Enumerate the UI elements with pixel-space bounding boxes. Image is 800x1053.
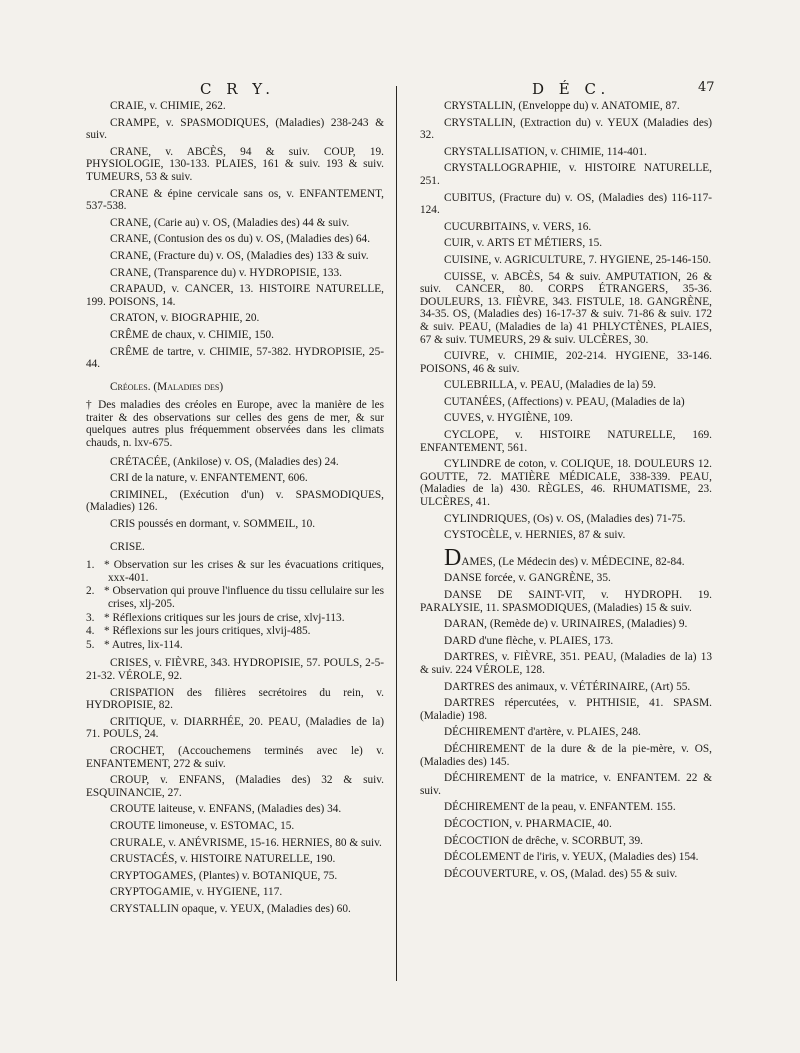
index-entry: CYLINDRE de coton, v. COLIQUE, 18. DOULEURS 12. GOUTTE, 72. MATIÈRE MÉDICALE, 338-339. PEAU, (Maladies de la) 430. RÈGLES, 46. RHUMATISME, 23. ULCÈRES, 41. bbox=[420, 458, 712, 509]
crise-item bbox=[86, 625, 384, 638]
page-number: 47 bbox=[698, 80, 715, 95]
crise-item-number: 4. bbox=[86, 625, 95, 638]
index-entry: CRANE, (Fracture du) v. OS, (Maladies des) 133 & suiv. bbox=[110, 249, 369, 262]
index-entry: DARTRES des animaux, v. VÉTÉRINAIRE, (Art) 55. bbox=[444, 680, 691, 693]
index-entry: CUBITUS, (Fracture du) v. OS, (Maladies des) 116-117-124. bbox=[420, 191, 712, 217]
index-entry: CROCHET, (Accouchemens terminés avec le) v. ENFANTEMENT, 272 & suiv. bbox=[86, 744, 384, 770]
index-entry: CRAMPE, v. SPASMODIQUES, (Maladies) 238-243 & suiv. bbox=[86, 116, 384, 142]
index-entry: CRAPAUD, v. CANCER, 13. HISTOIRE NATURELLE, 199. POISONS, 14. bbox=[86, 283, 384, 308]
index-entry: DÉCHIREMENT d'artère, v. PLAIES, 248. bbox=[444, 726, 641, 739]
crise-item-number: 3. bbox=[86, 611, 95, 624]
index-entry: CRÊME de tartre, v. CHIMIE, 57-382. HYDROPISIE, 25-44. bbox=[86, 345, 384, 371]
left-column bbox=[86, 100, 384, 919]
left-entries-bottom bbox=[86, 657, 384, 915]
index-entry: DARD d'une flèche, v. PLAIES, 173. bbox=[444, 634, 614, 647]
index-entry: CRYSTALLOGRAPHIE, v. HISTOIRE NATURELLE, 251. bbox=[420, 162, 712, 187]
index-entry: CYSTOCÈLE, v. HERNIES, 87 & suiv. bbox=[444, 529, 626, 542]
index-entry: CRANE & épine cervicale sans os, v. ENFANTEMENT, 537-538. bbox=[86, 187, 384, 213]
index-entry: CRANE, (Carie au) v. OS, (Maladies des) 44 & suiv. bbox=[110, 216, 350, 229]
index-entry: CUIVRE, v. CHIMIE, 202-214. HYGIENE, 33-146. POISONS, 46 & suiv. bbox=[420, 350, 712, 375]
crise-list bbox=[86, 559, 384, 651]
index-entry: CROUP, v. ENFANS, (Maladies des) 32 & suiv. ESQUINANCIE, 27. bbox=[86, 774, 384, 799]
right-column bbox=[420, 100, 712, 884]
index-entry: CRAIE, v. CHIMIE, 262. bbox=[110, 100, 226, 112]
index-entry: DARAN, (Remède de) v. URINAIRES, (Maladies) 9. bbox=[444, 618, 688, 631]
crise-item-text: * Réflexions sur les jours critiques, xlvij-485. bbox=[104, 625, 311, 638]
left-entries-mid bbox=[86, 456, 384, 531]
dames-text: AMES, (Le Médecin des) v. MÉDECINE, 82-84. bbox=[461, 555, 685, 568]
crise-item bbox=[86, 612, 384, 625]
dames-entry bbox=[420, 544, 712, 571]
index-entry: DÉCHIREMENT de la peau, v. ENFANTEM. 155. bbox=[444, 801, 676, 814]
crise-item-number: 5. bbox=[86, 638, 95, 651]
column-divider bbox=[396, 86, 397, 981]
index-entry: CUISINE, v. AGRICULTURE, 7. HYGIENE, 25-146-150. bbox=[444, 253, 712, 266]
index-entry: CUIR, v. ARTS ET MÉTIERS, 15. bbox=[444, 237, 603, 250]
creoles-note: † Des maladies des créoles en Europe, avec la manière de les traiter & des observations sur celles des gens de mer, & sur quelques autres plus fréquemment observées dans les climats chauds, n. lxv-675. bbox=[86, 399, 384, 450]
left-entries-top bbox=[86, 100, 384, 371]
index-entry: DANSE DE SAINT-VIT, v. HYDROPH. 19. PARALYSIE, 11. SPASMODIQUES, (Maladies) 15 & suiv. bbox=[420, 589, 712, 614]
index-entry: CRUSTACÉS, v. HISTOIRE NATURELLE, 190. bbox=[110, 853, 336, 866]
index-entry: CRANE, v. ABCÈS, 94 & suiv. COUP, 19. PHYSIOLOGIE, 130-133. PLAIES, 161 & suiv. 193 & suiv. TUMEURS, 53 & suiv. bbox=[86, 145, 384, 183]
index-entry: CRURALE, v. ANÉVRISME, 15-16. HERNIES, 80 & suiv. bbox=[110, 836, 382, 849]
crise-item-number: 1. bbox=[86, 559, 95, 572]
crise-item-text: * Observation qui prouve l'influence du tissu cellulaire sur les crises, xlj-205. bbox=[104, 585, 384, 610]
index-entry: CUVES, v. HYGIÈNE, 109. bbox=[444, 412, 573, 425]
index-entry: CYCLOPE, v. HISTOIRE NATURELLE, 169. ENFANTEMENT, 561. bbox=[420, 429, 712, 454]
index-entry: CRIS poussés en dormant, v. SOMMEIL, 10. bbox=[110, 518, 316, 531]
index-entry: DÉCHIREMENT de la matrice, v. ENFANTEM. 22 & suiv. bbox=[420, 772, 712, 797]
index-entry: CRYPTOGAMIE, v. HYGIENE, 117. bbox=[110, 886, 283, 899]
index-entry: DARTRES, v. FIÈVRE, 351. PEAU, (Maladies de la) 13 & suiv. 224 VÉROLE, 128. bbox=[420, 651, 712, 676]
index-entry: CRYSTALLIN opaque, v. YEUX, (Maladies des) 60. bbox=[110, 902, 351, 915]
index-entry: DÉCHIREMENT de la dure & de la pie-mère, v. OS, (Maladies des) 145. bbox=[420, 742, 712, 768]
crise-item-text: * Réflexions critiques sur les jours de crise, xlvj-113. bbox=[104, 611, 345, 624]
index-entry: CROUTE limoneuse, v. ESTOMAC, 15. bbox=[110, 819, 295, 832]
index-entry: DANSE forcée, v. GANGRÈNE, 35. bbox=[444, 572, 611, 585]
right-entries-bottom bbox=[420, 572, 712, 880]
index-entry: CUCURBITAINS, v. VERS, 16. bbox=[444, 220, 592, 233]
crise-item bbox=[86, 559, 384, 584]
index-entry: CULEBRILLA, v. PEAU, (Maladies de la) 59. bbox=[444, 379, 656, 392]
index-entry: CRIMINEL, (Exécution d'un) v. SPASMODIQUES, (Maladies) 126. bbox=[86, 488, 384, 514]
index-entry: CRÊME de chaux, v. CHIMIE, 150. bbox=[110, 328, 274, 341]
index-entry: CRATON, v. BIOGRAPHIE, 20. bbox=[110, 312, 260, 325]
crise-item bbox=[86, 585, 384, 610]
creoles-heading: Créoles. (Maladies des) bbox=[110, 380, 224, 393]
index-entry: CRANE, (Contusion des os du) v. OS, (Maladies des) 64. bbox=[110, 233, 371, 246]
index-entry: CYLINDRIQUES, (Os) v. OS, (Maladies des) 71-75. bbox=[444, 512, 686, 525]
crise-item-number: 2. bbox=[86, 585, 95, 598]
index-entry: CRYSTALLISATION, v. CHIMIE, 114-401. bbox=[444, 145, 647, 158]
index-entry: CRYSTALLIN, (Enveloppe du) v. ANATOMIE, 87. bbox=[444, 100, 680, 112]
right-entries-top bbox=[420, 100, 712, 542]
index-entry: CRÉTACÉE, (Ankilose) v. OS, (Maladies des) 24. bbox=[110, 455, 339, 468]
crise-heading: CRISE. bbox=[110, 540, 145, 553]
index-entry: CRANE, (Transparence du) v. HYDROPISIE, 133. bbox=[110, 266, 342, 279]
index-entry: CUTANÉES, (Affections) v. PEAU, (Maladies de la) bbox=[444, 395, 685, 408]
running-head-left: C R Y. bbox=[200, 80, 276, 98]
index-entry: CRYSTALLIN, (Extraction du) v. YEUX (Maladies des) 32. bbox=[420, 116, 712, 142]
crise-item bbox=[86, 639, 384, 652]
index-entry: CRISPATION des filières secrétoires du rein, v. HYDROPISIE, 82. bbox=[86, 686, 384, 712]
index-entry: DARTRES répercutées, v. PHTHISIE, 41. SPASM. (Maladie) 198. bbox=[420, 697, 712, 722]
index-entry: CRI de la nature, v. ENFANTEMENT, 606. bbox=[110, 472, 308, 485]
index-entry: DÉCOCTION, v. PHARMACIE, 40. bbox=[444, 817, 612, 830]
index-entry: CUISSE, v. ABCÈS, 54 & suiv. AMPUTATION, 26 & suiv. CANCER, 80. CORPS ÉTRANGERS, 35-36. DOULEURS, 13. FIÈVRE, 343. FISTULE, 18. GANGRÈNE, 34-35. OS, (Maladies des) 16-17-37 & suiv. 71-86 & suiv. 172 & suiv. PEAU, (Maladies de la) 41 PHLYCTÈNES, PLAIES, 67 & suiv. TUMEURS, 29 & suiv. ULCÈRES, 30. bbox=[420, 270, 712, 346]
drop-initial: D bbox=[444, 544, 462, 571]
index-entry: CRITIQUE, v. DIARRHÉE, 20. PEAU, (Maladies de la) 71. POULS, 24. bbox=[86, 715, 384, 741]
crise-item-text: * Observation sur les crises & sur les évacuations critiques, xxx-401. bbox=[104, 559, 384, 584]
crise-item-text: * Autres, lix-114. bbox=[104, 638, 183, 651]
running-head-right: D É C. bbox=[532, 80, 611, 98]
index-entry: CRISES, v. FIÈVRE, 343. HYDROPISIE, 57. POULS, 2-5-21-32. VÉROLE, 92. bbox=[86, 657, 384, 682]
index-entry: CRYPTOGAMES, (Plantes) v. BOTANIQUE, 75. bbox=[110, 869, 338, 882]
index-entry: DÉCOUVERTURE, v. OS, (Malad. des) 55 & suiv. bbox=[444, 867, 678, 880]
index-entry: DÉCOLEMENT de l'iris, v. YEUX, (Maladies des) 154. bbox=[444, 851, 699, 864]
index-entry: DÉCOCTION de drêche, v. SCORBUT, 39. bbox=[444, 834, 643, 847]
index-entry: CROUTE laiteuse, v. ENFANS, (Maladies des) 34. bbox=[110, 803, 342, 816]
